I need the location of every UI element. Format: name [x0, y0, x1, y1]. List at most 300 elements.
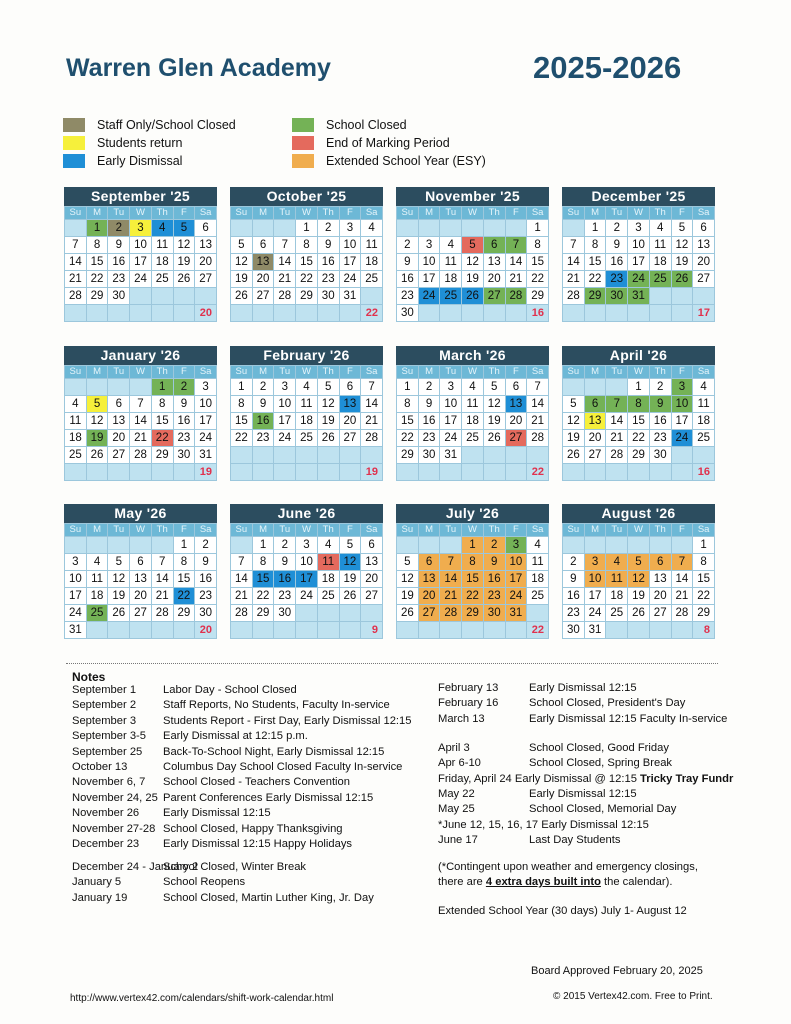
day-cell: 31 [585, 622, 607, 639]
day-cell: 21 [506, 271, 528, 288]
day-cell: 15 [397, 413, 419, 430]
day-cell: 24 [585, 605, 607, 622]
weekday-header: Th [650, 366, 672, 379]
day-cell: 1 [585, 220, 607, 237]
day-cell: 2 [419, 379, 441, 396]
empty-cell [440, 537, 462, 554]
school-days-count: 20 [195, 305, 217, 322]
empty-cell [506, 622, 528, 639]
empty-cell [563, 305, 585, 322]
day-cell: 7 [274, 237, 296, 254]
day-cell: 30 [484, 605, 506, 622]
day-cell: 6 [108, 396, 130, 413]
day-cell: 25 [440, 288, 462, 305]
note-text: Columbus Day School Closed Faculty In-service [163, 761, 403, 773]
note-date: June 17 [438, 834, 478, 846]
weekday-header: W [296, 524, 318, 537]
empty-cell [419, 622, 441, 639]
day-cell: 25 [527, 588, 549, 605]
day-cell: 7 [65, 237, 87, 254]
weekday-header: M [87, 524, 109, 537]
note-date: January 19 [72, 891, 128, 904]
day-cell: 3 [65, 554, 87, 571]
note-text: School Reopens [163, 876, 246, 889]
day-cell: 31 [195, 447, 217, 464]
day-cell: 10 [628, 237, 650, 254]
note-date: September 25 [72, 745, 143, 758]
weekday-header: Tu [274, 207, 296, 220]
legend-label: School Closed [326, 118, 407, 132]
empty-cell [274, 464, 296, 481]
note-emphasis: 4 extra days built into [485, 876, 601, 888]
weekday-header: M [419, 207, 441, 220]
day-cell: 25 [318, 588, 340, 605]
day-cell: 17 [628, 254, 650, 271]
weekday-header: W [628, 366, 650, 379]
note-friday [438, 773, 733, 785]
day-cell: 18 [152, 254, 174, 271]
day-cell: 20 [195, 254, 217, 271]
weekday-header: Sa [527, 366, 549, 379]
empty-cell [231, 537, 253, 554]
day-cell: 23 [484, 588, 506, 605]
day-cell: 6 [361, 537, 383, 554]
legend-swatch [292, 154, 314, 168]
empty-cell [419, 305, 441, 322]
board-approved: Board Approved February 20, 2025 [531, 965, 703, 977]
day-cell: 2 [108, 220, 130, 237]
empty-cell [253, 464, 275, 481]
day-cell: 21 [231, 588, 253, 605]
day-cell: 6 [650, 554, 672, 571]
empty-cell [108, 622, 130, 639]
day-cell: 30 [419, 447, 441, 464]
day-cell: 9 [606, 237, 628, 254]
day-cell: 7 [152, 554, 174, 571]
day-cell: 8 [152, 396, 174, 413]
weekday-header: W [462, 207, 484, 220]
weekday-header: Sa [195, 366, 217, 379]
day-cell: 16 [419, 413, 441, 430]
day-cell: 19 [87, 430, 109, 447]
empty-cell [585, 379, 607, 396]
empty-cell [440, 305, 462, 322]
school-days-count: 9 [361, 622, 383, 639]
note-date: September 3-5 [72, 730, 147, 743]
empty-cell [650, 622, 672, 639]
day-cell: 29 [296, 288, 318, 305]
weekday-header: Th [484, 524, 506, 537]
day-cell: 5 [318, 379, 340, 396]
day-cell: 28 [361, 430, 383, 447]
weekday-header: F [174, 207, 196, 220]
day-cell: 24 [440, 430, 462, 447]
empty-cell [65, 537, 87, 554]
day-cell: 19 [563, 430, 585, 447]
day-cell: 26 [462, 288, 484, 305]
day-cell: 21 [65, 271, 87, 288]
day-cell: 23 [253, 430, 275, 447]
legend-item-return [63, 136, 182, 150]
weekday-header: Su [563, 207, 585, 220]
note-row [72, 876, 245, 888]
empty-cell [253, 305, 275, 322]
month-days-grid [396, 523, 549, 639]
day-cell: 9 [650, 396, 672, 413]
day-cell: 12 [231, 254, 253, 271]
day-cell: 2 [484, 537, 506, 554]
day-cell: 18 [693, 413, 715, 430]
empty-cell [130, 305, 152, 322]
day-cell: 4 [462, 379, 484, 396]
day-cell: 20 [253, 271, 275, 288]
day-cell: 19 [462, 271, 484, 288]
day-cell: 8 [253, 554, 275, 571]
day-cell: 26 [628, 605, 650, 622]
day-cell: 13 [585, 413, 607, 430]
note-text: School Closed, Good Friday [529, 742, 669, 754]
day-cell: 23 [108, 271, 130, 288]
empty-cell [274, 305, 296, 322]
day-cell: 7 [672, 554, 694, 571]
legend-label: Early Dismissal [97, 154, 183, 168]
day-cell: 7 [440, 554, 462, 571]
day-cell: 15 [693, 571, 715, 588]
day-cell: 31 [628, 288, 650, 305]
day-cell: 5 [628, 554, 650, 571]
day-cell: 1 [693, 537, 715, 554]
empty-cell [462, 305, 484, 322]
empty-cell [484, 220, 506, 237]
note-text: School Closed, Happy Thanksgiving [163, 822, 343, 835]
day-cell: 9 [195, 554, 217, 571]
empty-cell [585, 305, 607, 322]
note-text: School Closed, Memorial Day [529, 803, 677, 816]
empty-cell [231, 447, 253, 464]
day-cell: 22 [628, 430, 650, 447]
weekday-header: Sa [195, 524, 217, 537]
weekday-header: Tu [274, 366, 296, 379]
empty-cell [65, 379, 87, 396]
weekday-header: F [506, 366, 528, 379]
empty-cell [606, 537, 628, 554]
month-title: February '26 [230, 346, 383, 365]
note-esy: Extended School Year (30 days) July 1- August 12 [438, 905, 687, 917]
day-cell: 28 [130, 447, 152, 464]
day-cell: 14 [65, 254, 87, 271]
note-date: December 24 - January 2 [72, 861, 199, 873]
day-cell: 3 [274, 379, 296, 396]
empty-cell [318, 622, 340, 639]
day-cell: 9 [419, 396, 441, 413]
month-calendar [64, 187, 217, 322]
empty-cell [628, 305, 650, 322]
empty-cell [397, 537, 419, 554]
note-text: Early Dismissal 12:15 Faculty In-service [529, 712, 728, 725]
day-cell: 1 [527, 220, 549, 237]
empty-cell [606, 379, 628, 396]
day-cell: 16 [108, 254, 130, 271]
weekday-header: Su [563, 524, 585, 537]
day-cell: 5 [340, 537, 362, 554]
weekday-header: F [340, 524, 362, 537]
empty-cell [174, 464, 196, 481]
legend [63, 118, 583, 172]
day-cell: 8 [462, 554, 484, 571]
weekday-header: W [296, 207, 318, 220]
day-cell: 4 [606, 554, 628, 571]
note-row [72, 861, 306, 873]
weekday-header: Tu [440, 207, 462, 220]
day-cell: 15 [527, 254, 549, 271]
empty-cell [397, 220, 419, 237]
day-cell: 23 [650, 430, 672, 447]
school-days-count: 16 [527, 305, 549, 322]
day-cell: 9 [174, 396, 196, 413]
day-cell: 7 [506, 237, 528, 254]
day-cell: 25 [462, 430, 484, 447]
day-cell: 26 [108, 605, 130, 622]
day-cell: 28 [274, 288, 296, 305]
day-cell: 3 [296, 537, 318, 554]
weekday-header: Tu [606, 207, 628, 220]
day-cell: 18 [650, 254, 672, 271]
day-cell: 3 [130, 220, 152, 237]
legend-swatch [292, 118, 314, 132]
day-cell: 11 [527, 554, 549, 571]
empty-cell [130, 379, 152, 396]
note-row [72, 684, 297, 696]
school-days-count: 17 [693, 305, 715, 322]
day-cell: 10 [274, 396, 296, 413]
day-cell: 20 [108, 430, 130, 447]
day-cell: 8 [628, 396, 650, 413]
day-cell: 20 [650, 588, 672, 605]
note-contingent-1: (*Contingent upon weather and emergency closings, [438, 861, 698, 873]
day-cell: 17 [296, 571, 318, 588]
day-cell: 29 [628, 447, 650, 464]
empty-cell [563, 379, 585, 396]
empty-cell [152, 305, 174, 322]
day-cell: 12 [672, 237, 694, 254]
day-cell: 20 [130, 588, 152, 605]
weekday-header: Th [152, 366, 174, 379]
day-cell: 23 [606, 271, 628, 288]
day-cell: 12 [397, 571, 419, 588]
day-cell: 10 [65, 571, 87, 588]
weekday-header: M [419, 524, 441, 537]
day-cell: 28 [231, 605, 253, 622]
weekday-header: Th [318, 207, 340, 220]
weekday-header: W [130, 366, 152, 379]
empty-cell [628, 537, 650, 554]
day-cell: 29 [693, 605, 715, 622]
day-cell: 6 [484, 237, 506, 254]
day-cell: 25 [606, 605, 628, 622]
empty-cell [296, 464, 318, 481]
day-cell: 3 [506, 537, 528, 554]
month-title: March '26 [396, 346, 549, 365]
day-cell: 23 [397, 288, 419, 305]
day-cell: 24 [672, 430, 694, 447]
note-text: Early Dismissal 12:15 Happy Holidays [163, 838, 353, 850]
day-cell: 12 [87, 413, 109, 430]
month-title: October '25 [230, 187, 383, 206]
day-cell: 25 [296, 430, 318, 447]
day-cell: 18 [296, 413, 318, 430]
day-cell: 15 [231, 413, 253, 430]
weekday-header: W [462, 366, 484, 379]
empty-cell [318, 447, 340, 464]
empty-cell [274, 220, 296, 237]
day-cell: 17 [585, 588, 607, 605]
empty-cell [152, 288, 174, 305]
weekday-header: F [506, 207, 528, 220]
empty-cell [87, 379, 109, 396]
footer-url[interactable]: http://www.vertex42.com/calendars/shift-work-calendar.html [70, 993, 334, 1004]
day-cell: 11 [65, 413, 87, 430]
day-cell: 8 [397, 396, 419, 413]
day-cell: 27 [585, 447, 607, 464]
day-cell: 18 [440, 271, 462, 288]
day-cell: 3 [440, 379, 462, 396]
day-cell: 15 [296, 254, 318, 271]
day-cell: 17 [672, 413, 694, 430]
day-cell: 18 [462, 413, 484, 430]
day-cell: 1 [296, 220, 318, 237]
day-cell: 23 [419, 430, 441, 447]
empty-cell [361, 605, 383, 622]
weekday-header: Th [152, 524, 174, 537]
empty-cell [397, 622, 419, 639]
empty-cell [130, 622, 152, 639]
empty-cell [253, 622, 275, 639]
day-cell: 21 [527, 413, 549, 430]
day-cell: 11 [361, 237, 383, 254]
empty-cell [650, 305, 672, 322]
weekday-header: M [419, 366, 441, 379]
day-cell: 22 [693, 588, 715, 605]
day-cell: 21 [606, 430, 628, 447]
note-row [438, 757, 672, 769]
empty-cell [108, 379, 130, 396]
day-cell: 6 [419, 554, 441, 571]
note-text: there are [438, 876, 486, 888]
weekday-header: Su [231, 366, 253, 379]
note-text: Back-To-School Night, Early Dismissal 12:15 [163, 745, 385, 758]
day-cell: 16 [195, 571, 217, 588]
day-cell: 3 [419, 237, 441, 254]
empty-cell [672, 622, 694, 639]
empty-cell [296, 605, 318, 622]
note-text: Early Dismissal 12:15 [163, 807, 271, 820]
weekday-header: Th [484, 207, 506, 220]
note-date: April 3 [438, 742, 470, 754]
empty-cell [231, 305, 253, 322]
weekday-header: Su [563, 366, 585, 379]
day-cell: 24 [65, 605, 87, 622]
day-cell: 2 [606, 220, 628, 237]
month-title: April '26 [562, 346, 715, 365]
day-cell: 10 [340, 237, 362, 254]
empty-cell [253, 447, 275, 464]
weekday-header: Tu [440, 524, 462, 537]
empty-cell [87, 622, 109, 639]
empty-cell [506, 447, 528, 464]
empty-cell [650, 537, 672, 554]
empty-cell [274, 622, 296, 639]
day-cell: 25 [87, 605, 109, 622]
weekday-header: M [87, 366, 109, 379]
day-cell: 31 [506, 605, 528, 622]
month-calendar [64, 504, 217, 639]
day-cell: 19 [672, 254, 694, 271]
empty-cell [628, 464, 650, 481]
legend-label: Students return [97, 136, 183, 150]
day-cell: 22 [462, 588, 484, 605]
empty-cell [318, 605, 340, 622]
day-cell: 29 [152, 447, 174, 464]
empty-cell [672, 537, 694, 554]
empty-cell [274, 447, 296, 464]
day-cell: 21 [672, 588, 694, 605]
day-cell: 16 [606, 254, 628, 271]
empty-cell [87, 464, 109, 481]
day-cell: 4 [296, 379, 318, 396]
empty-cell [152, 464, 174, 481]
day-cell: 16 [274, 571, 296, 588]
day-cell: 9 [274, 554, 296, 571]
note-text: Early Dismissal 12:15 [529, 682, 637, 694]
note-text: School Closed - Teachers Convention [163, 776, 350, 789]
weekday-header: M [585, 366, 607, 379]
note-contingent-2 [438, 876, 672, 888]
day-cell: 21 [361, 413, 383, 430]
empty-cell [440, 622, 462, 639]
school-days-count: 16 [693, 464, 715, 481]
day-cell: 23 [195, 588, 217, 605]
school-days-count: 22 [527, 464, 549, 481]
day-cell: 20 [419, 588, 441, 605]
day-cell: 19 [397, 588, 419, 605]
empty-cell [462, 464, 484, 481]
note-row [72, 892, 374, 904]
weekday-header: Su [65, 524, 87, 537]
day-cell: 29 [397, 447, 419, 464]
note-text: the calendar). [600, 876, 673, 888]
day-cell: 4 [693, 379, 715, 396]
month-days-grid [230, 206, 383, 322]
day-cell: 10 [506, 554, 528, 571]
day-cell: 15 [628, 413, 650, 430]
day-cell: 2 [397, 237, 419, 254]
day-cell: 17 [274, 413, 296, 430]
school-days-count: 22 [527, 622, 549, 639]
weekday-header: M [87, 207, 109, 220]
day-cell: 14 [152, 571, 174, 588]
day-cell: 11 [87, 571, 109, 588]
day-cell: 15 [152, 413, 174, 430]
empty-cell [462, 447, 484, 464]
empty-cell [419, 220, 441, 237]
day-cell: 5 [231, 237, 253, 254]
note-text: Parent Conferences Early Dismissal 12:15 [163, 791, 374, 804]
weekday-header: M [253, 366, 275, 379]
day-cell: 12 [462, 254, 484, 271]
note-date: March 13 [438, 712, 485, 725]
note-date: October 13 [72, 761, 128, 773]
day-cell: 21 [152, 588, 174, 605]
